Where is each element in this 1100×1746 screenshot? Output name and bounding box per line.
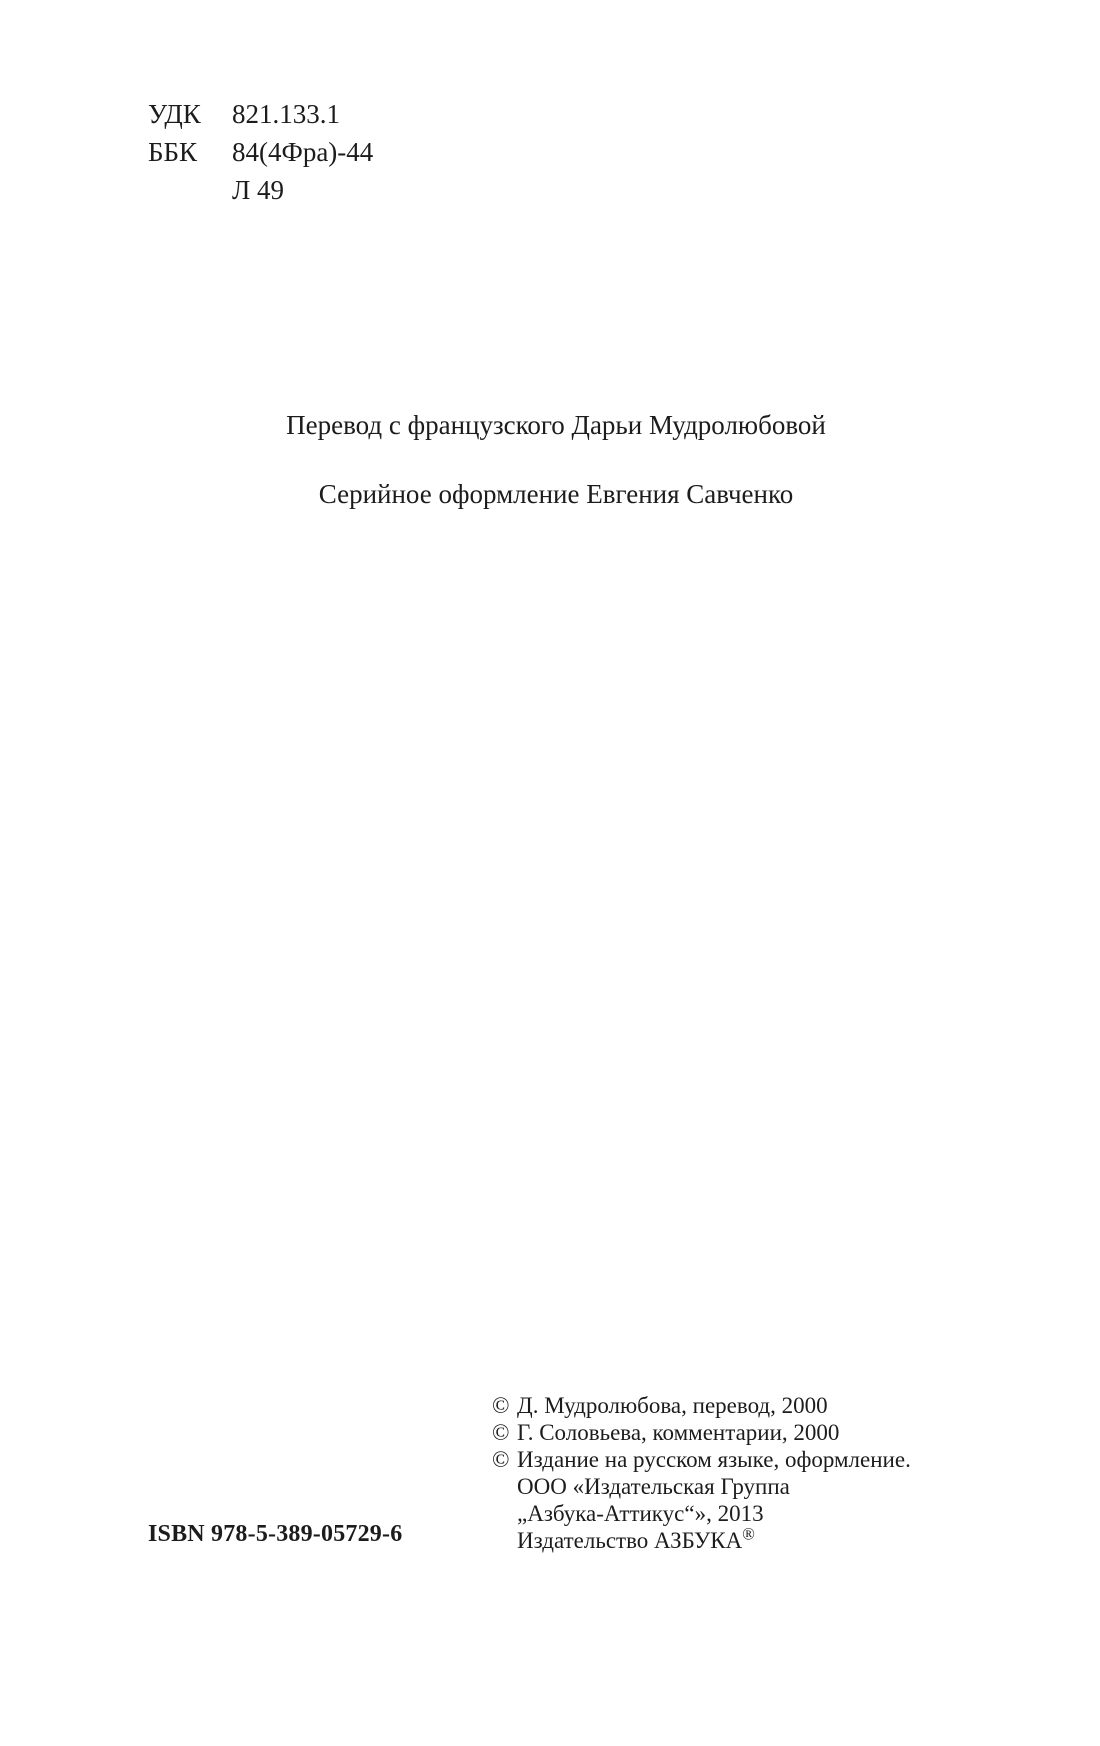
copyright-publisher-line: Издание на русском языке, оформление. [517, 1447, 911, 1472]
publisher-name: Издательство АЗБУКА [517, 1528, 743, 1553]
copyright-entry-text [517, 1446, 911, 1554]
copyright-publisher-line [517, 1524, 911, 1554]
isbn: ISBN 978-5-389-05729-6 [148, 1521, 403, 1547]
credits-block [6, 410, 1100, 509]
copyright-entry-text: Г. Соловьева, комментарии, 2000 [517, 1420, 840, 1445]
copyright-icon: © [492, 1447, 510, 1472]
udk-row [148, 95, 373, 133]
author-sign-value: Л 49 [232, 175, 285, 205]
copyright-entry-publisher [492, 1446, 911, 1554]
copyright-publisher-line: ООО «Издательская Группа [517, 1474, 790, 1499]
copyright-entry-translation [492, 1392, 911, 1419]
registered-trademark-icon: ® [742, 1524, 755, 1544]
author-sign-row [148, 171, 373, 209]
translator-credit: Перевод с французского Дарьи Мудролюбовой [286, 410, 826, 440]
udk-label: УДК [148, 99, 201, 129]
bbk-label: ББК [148, 137, 198, 167]
series-design-credit: Серийное оформление Евгения Савченко [318, 479, 794, 509]
copyright-icon: © [492, 1393, 510, 1418]
classification-block [148, 95, 373, 209]
copyright-entry-text: Д. Мудролюбова, перевод, 2000 [517, 1393, 828, 1418]
copyright-entry-comments [492, 1419, 911, 1446]
copyright-block [492, 1392, 911, 1554]
bbk-value: 84(4Фра)-44 [232, 137, 374, 167]
bbk-row [148, 133, 373, 171]
copyright-icon: © [492, 1420, 510, 1445]
copyright-publisher-line: „Азбука-Аттикус“», 2013 [517, 1501, 764, 1526]
udk-value: 821.133.1 [232, 99, 340, 129]
